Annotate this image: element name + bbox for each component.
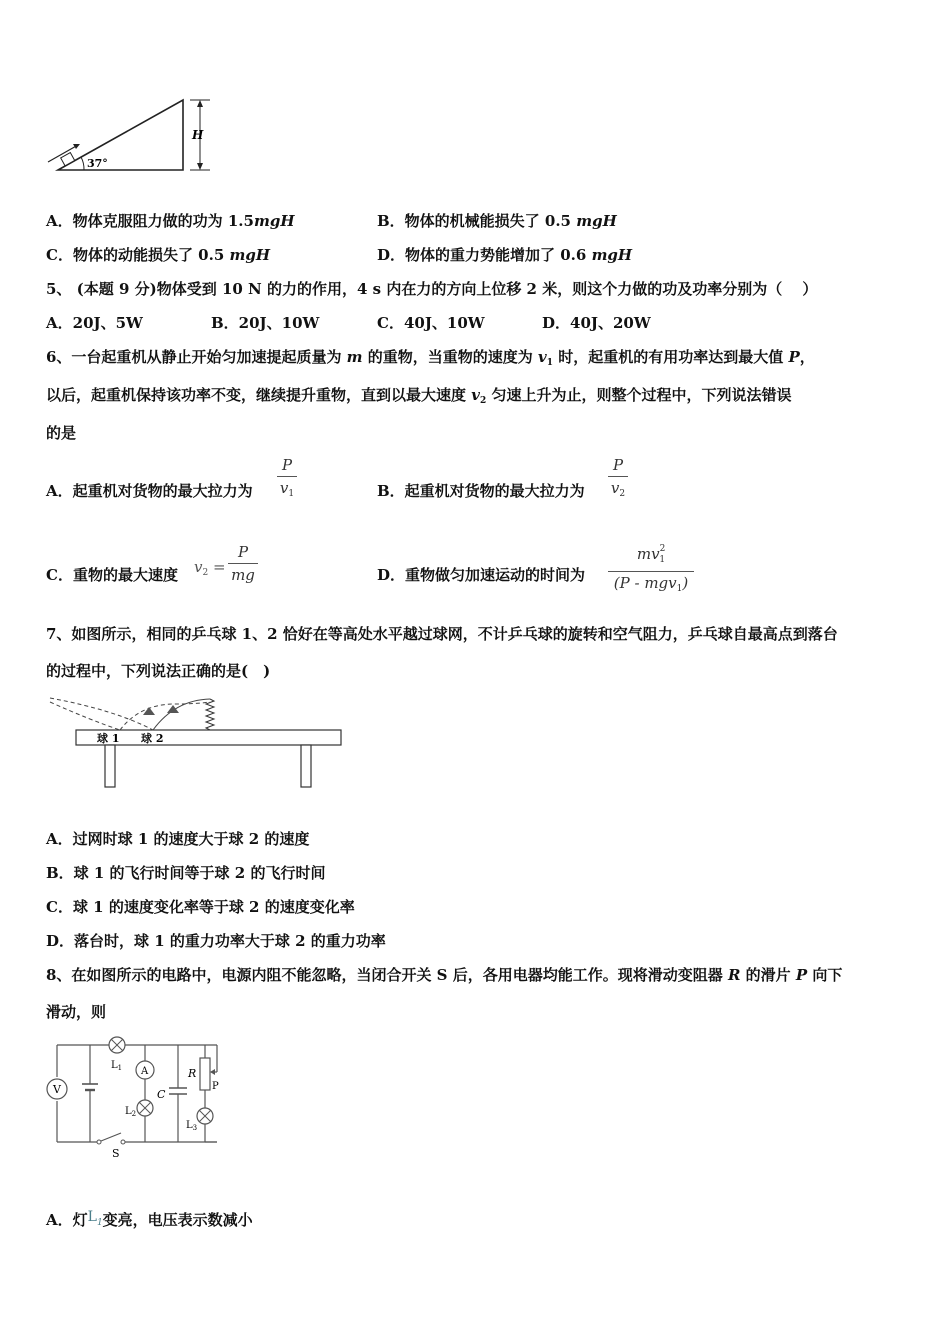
q6-option-c[interactable]: C．重物的最大速度	[46, 566, 178, 584]
q6-option-a[interactable]: A．起重机对货物的最大拉力为	[46, 482, 253, 500]
q7-option-d[interactable]: D．落台时，球 1 的重力功率大于球 2 的重力功率	[46, 932, 386, 950]
q4-option-d[interactable]: D．物体的重力势能增加了 0.6 mgH	[377, 246, 633, 264]
table-tennis-figure	[45, 690, 350, 790]
ammeter-label: A	[141, 1066, 149, 1077]
q7-stem-line2: 的过程中，下列说法正确的是( )	[46, 662, 271, 680]
q7-option-b[interactable]: B．球 1 的飞行时间等于球 2 的飞行时间	[46, 864, 326, 882]
q7-option-a[interactable]: A．过网时球 1 的速度大于球 2 的速度	[46, 830, 310, 848]
height-label: H	[192, 128, 204, 142]
q6-stem-line1: 6、一台起重机从静止开始匀加速提起质量为 m 的重物，当重物的速度为 $v_1$ 时，起重机的有用功率达到最大值 P，	[46, 348, 815, 368]
capacitor-label: C	[157, 1088, 166, 1101]
q4-option-c[interactable]: C．物体的动能损失了 0.5 mgH	[46, 246, 271, 264]
q4-option-a[interactable]: A．物体克服阻力做的功为 1.5mgH	[46, 212, 295, 230]
q7-option-c[interactable]: C．球 1 的速度变化率等于球 2 的速度变化率	[46, 898, 355, 916]
q8-option-a[interactable]: A．灯L1变亮，电压表示数减小	[46, 1209, 253, 1229]
switch-label: S	[112, 1147, 120, 1160]
q6-option-c-lhs: $v_2$ =	[194, 558, 226, 578]
q6-option-b[interactable]: B．起重机对货物的最大拉力为	[377, 482, 585, 500]
q5-option-d[interactable]: D．40J、20W	[542, 314, 651, 332]
q7-stem-line1: 7、如图所示，相同的乒乓球 1、2 恰好在等高处水平越过球网，不计乒乓球的旋转和空气阻力，乒乓球自最高点到落台	[46, 625, 838, 643]
voltmeter-label: V	[53, 1083, 61, 1096]
q8-stem-line2: 滑动，则	[46, 1003, 107, 1021]
incline-figure	[40, 95, 220, 180]
q6-option-d-fraction: $mv^2_1$ (P - mgv$_1$)	[608, 540, 694, 598]
q4-option-b[interactable]: B．物体的机械能损失了 0.5 mgH	[377, 212, 617, 230]
q6-option-c-fraction: P mg	[228, 543, 258, 584]
q6-option-d[interactable]: D．重物做匀加速运动的时间为	[377, 566, 586, 584]
lamp2-label: $L_2$	[125, 1106, 137, 1118]
q6-option-b-fraction: P $v_2$	[608, 456, 628, 503]
slider-label: P	[212, 1081, 219, 1092]
q8-stem-line1: 8、在如图所示的电路中，电源内阻不能忽略，当闭合开关 S 后，各用电器均能工作。现将滑动变阻器 R 的滑片 P 向下	[46, 966, 843, 984]
resistor-label: R	[188, 1067, 197, 1080]
angle-label: 37°	[87, 157, 108, 170]
circuit-figure	[45, 1030, 230, 1160]
q5-option-c[interactable]: C．40J、10W	[377, 314, 485, 332]
q5-option-b[interactable]: B．20J、10W	[211, 314, 320, 332]
q6-stem-line2: 以后，起重机保持该功率不变，继续提升重物，直到以最大速度 $v_2$ 匀速上升为止，则整个过程中，下列说法错误	[46, 386, 792, 406]
lamp1-label: $L_1$	[111, 1060, 123, 1072]
lamp3-label: $L_3$	[186, 1120, 198, 1132]
q6-option-a-fraction: P $v_1$	[277, 456, 297, 503]
ball2-label: 球 2	[141, 732, 164, 745]
q5-option-a[interactable]: A．20J、5W	[46, 314, 143, 332]
ball1-label: 球 1	[97, 732, 120, 745]
q6-stem-line3: 的是	[46, 424, 77, 442]
q5-stem: 5、 (本题 9 分)物体受到 10 N 的力的作用，4 s 内在力的方向上位移 2 米，则这个力做的功及功率分别为（ ）	[46, 280, 818, 298]
